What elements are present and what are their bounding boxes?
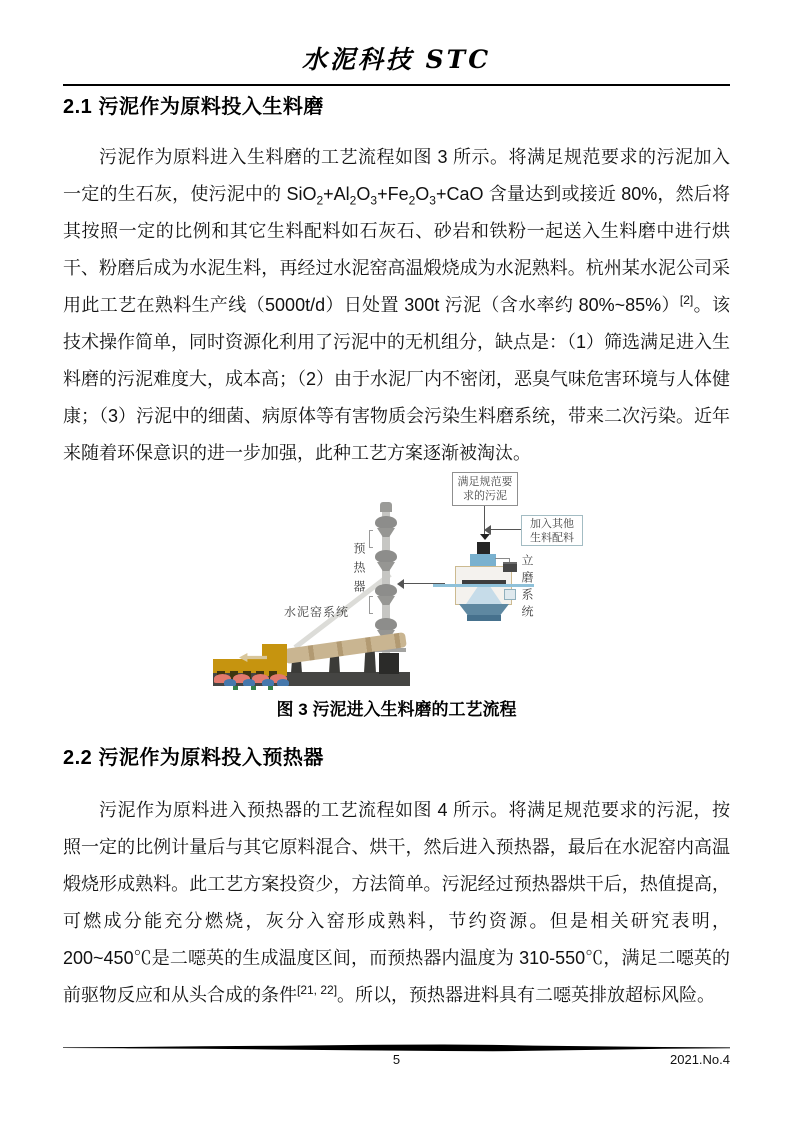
clinker-lump-shape [262,679,274,686]
cyclone-taper-shape [377,528,395,537]
section-2-1-heading: 2.1 污泥作为原料投入生料磨 [63,96,324,118]
preheater-top-cap-shape [380,502,392,512]
mill-control-box-shape [503,562,517,572]
left-arrow-icon [397,579,404,589]
footer-divider [63,1044,730,1052]
mill-fan-box-shape [504,589,516,600]
tower-bracket-shape [369,596,373,614]
chem-subscript: 3 [429,193,436,208]
cyclone-shape [375,618,397,631]
page-number: 5 [392,1052,401,1067]
mill-hopper-shape [459,604,509,615]
cooler-dot-shape [251,686,256,690]
clinker-lump-shape [224,679,236,686]
chem-subscript: 2 [316,193,324,208]
para-text: +CaO 含量达到或接近 80%，然后将其按照一定的比例和其它生料配料如石灰石、砂岩和铁粉一起送入生料磨中进行烘干、粉磨后成为水泥生料，再经过水泥窑高温煅烧成为水泥熟料。杭州某水泥公司采用此工艺在熟料生产线（5000t/d）日处置 300t 污泥（含水率约 80%~85%） [63,184,730,315]
para-text: 污泥作为原料进入生料磨的工艺流程如图 3 所示。将满足规范要求的污泥加入一定的生石灰，使污泥中的 SiO [63,147,730,204]
cyclone-taper-shape [377,596,395,605]
issue-label: 2021.No.4 [670,1052,730,1067]
para-text: O [356,184,371,204]
sludge-input-box: 满足规范要求的污泥 [452,472,518,506]
citation-reference: [2] [679,293,694,307]
cyclone-taper-shape [377,562,395,571]
header-divider [63,84,730,86]
cyclone-shape [375,516,397,529]
para-text: 污泥作为原料进入预热器的工艺流程如图 4 所示。将满足规范要求的污泥，按照一定的比例计量后与其它原料混合、烘干，然后进入预热器，最后在水泥窑内高温煅烧形成熟料。此工艺方案投资少，方法简单。污泥经过预热器烘干后，热值提高，可燃成分能充分燃烧，灰分入窑形成熟料，节约资源。但是相关研究表明，200~450℃是二噁英的生成温度区间，而预热器内温度为 310-550℃，满足二噁英的前驱物反应和从头合成的条件 [63,800,730,1005]
cooler-dot-shape [268,686,273,690]
cooler-dot-shape [233,686,238,690]
tower-bracket-shape [369,530,373,548]
preheater-label: 预热器 [352,542,366,599]
cyclone-shape [375,550,397,563]
para-text: 。所以，预热器进料具有二噁英排放超标风险。 [337,985,716,1005]
figure-3-diagram [63,470,730,696]
vertical-mill-system-label: 立磨系统 [520,554,534,622]
figure-3-caption: 图 3 污泥进入生料磨的工艺流程 [276,700,517,719]
other-ingredients-box: 加入其他生料配料 [521,515,583,546]
section-2-2-heading: 2.2 污泥作为原料投入预热器 [63,747,324,769]
para-text: O [415,184,430,204]
chem-subscript: 3 [370,193,378,208]
citation-reference: [21, 22] [297,983,338,997]
section-2-2-paragraph [63,792,730,1014]
mill-hopper-base-shape [467,615,501,621]
left-arrow-icon [484,525,491,535]
cyclone-shape [375,584,397,597]
clinker-lump-shape [243,679,255,686]
cement-kiln-system-label: 水泥窑系统 [284,605,350,619]
para-text: 。该技术操作简单，同时资源化利用了污泥中的无机组分，缺点是：（1）筛选满足进入生料磨的污泥难度大，成本高；（2）由于水泥厂内不密闭，恶臭气味危害环境与人体健康；（3）污泥中的细菌、病原体等有害物质会污染生料磨系统，带来二次污染。近年来随着环保意识的进一步加强，此种工艺方案逐渐被淘汰。 [63,295,731,463]
para-text: +Al [323,184,350,204]
section-2-1-paragraph [63,139,730,473]
ingredients-arrow-line [491,529,521,530]
para-text: +Fe [377,184,409,204]
clinker-lump-shape [277,679,289,686]
mill-connector-line [495,558,510,559]
tower-base-block-shape [379,653,399,674]
chem-subscript: 2 [408,193,416,208]
journal-title: 水泥科技 STC [301,45,492,74]
chem-subscript: 2 [349,193,357,208]
